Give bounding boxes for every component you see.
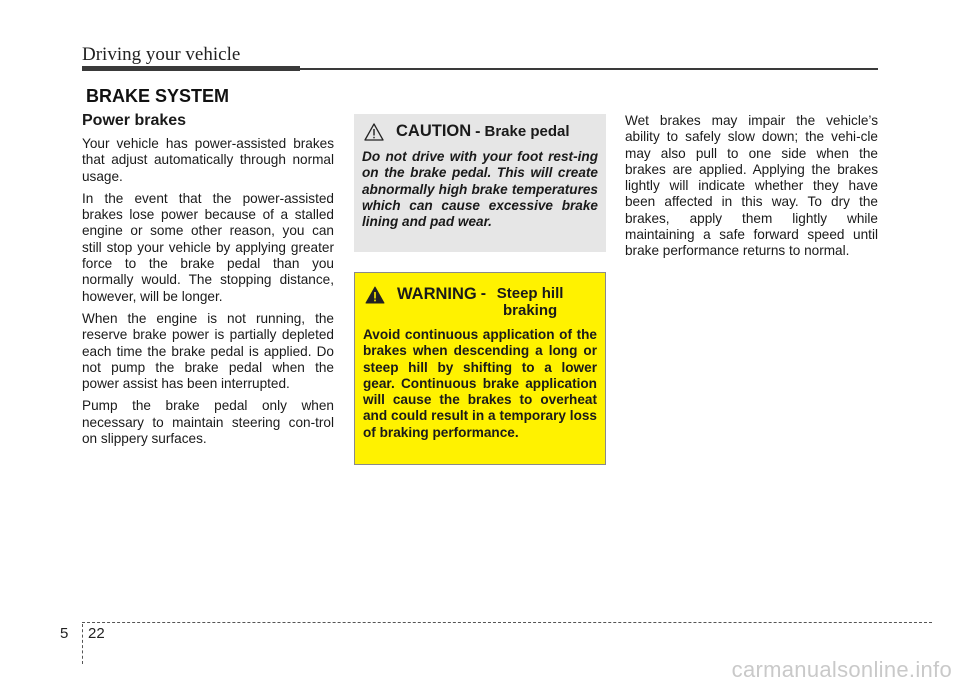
left-column: [82, 112, 334, 453]
caution-topic: Brake pedal: [484, 123, 570, 140]
watermark: carmanualsonline.info: [731, 657, 952, 682]
header-rule-thin: [300, 68, 878, 70]
paragraph: In the event that the power-assisted brakes lose power because of a stalled engine or some other reason, you can still stop your vehicle by applying greater force to the brake pedal than you normally would. The stopping distance, however, will be longer.: [82, 190, 334, 304]
page-section-number: 5: [60, 625, 69, 642]
warning-topic: Steep hill braking: [496, 285, 564, 319]
paragraph: Your vehicle has power-assisted brakes that adjust automatically through normal usage.: [82, 136, 334, 184]
warning-box: [354, 272, 606, 465]
warning-heading: [363, 285, 597, 319]
warning-text: Avoid continuous application of the brakes when descending a long or steep hill by shifting to a lower gear. Continuous brake application will cause the brakes to overheat and could result in a temporary loss of braking performance.: [363, 327, 597, 440]
footer-divider: [82, 624, 83, 664]
paragraph: When the engine is not running, the reserve brake power is partially depleted each time the brake pedal is applied. Do not pump the brake pedal when the power assist has been interrupted.: [82, 310, 334, 392]
caution-box: [354, 114, 606, 252]
running-header: Driving your vehicle: [82, 44, 241, 65]
warning-triangle-icon: [365, 286, 385, 304]
subheading-power-brakes: Power brakes: [82, 112, 187, 129]
warning-title: [397, 285, 570, 319]
caution-triangle-icon: [364, 123, 384, 141]
paragraph: Pump the brake pedal only when necessary to maintain steering con-trol on slippery surfaces.: [82, 398, 334, 447]
warning-word: WARNING: [397, 285, 477, 303]
warning-separator: -: [480, 285, 487, 302]
footer-rule: [82, 622, 932, 623]
caution-heading: [362, 122, 598, 141]
page-number: 22: [88, 625, 105, 642]
caution-separator: -: [475, 122, 481, 140]
section-title: BRAKE SYSTEM: [86, 86, 230, 106]
caution-text: Do not drive with your foot rest-ing on the brake pedal. This will create abnormally high brake temperatures which can cause excessive brake lining and pad wear.: [362, 149, 598, 230]
header-rule-thick: [82, 66, 300, 71]
right-column: [625, 113, 878, 266]
caution-word: CAUTION: [396, 122, 472, 140]
paragraph: Wet brakes may impair the vehicle’s ability to safely slow down; the vehi-cle may also pull to one side when the brakes are applied. Applying the brakes lightly will indicate whether they have been affected in this way. To dry the brakes, apply them lightly while maintaining a safe forward speed until brake performance returns to normal.: [625, 113, 878, 259]
